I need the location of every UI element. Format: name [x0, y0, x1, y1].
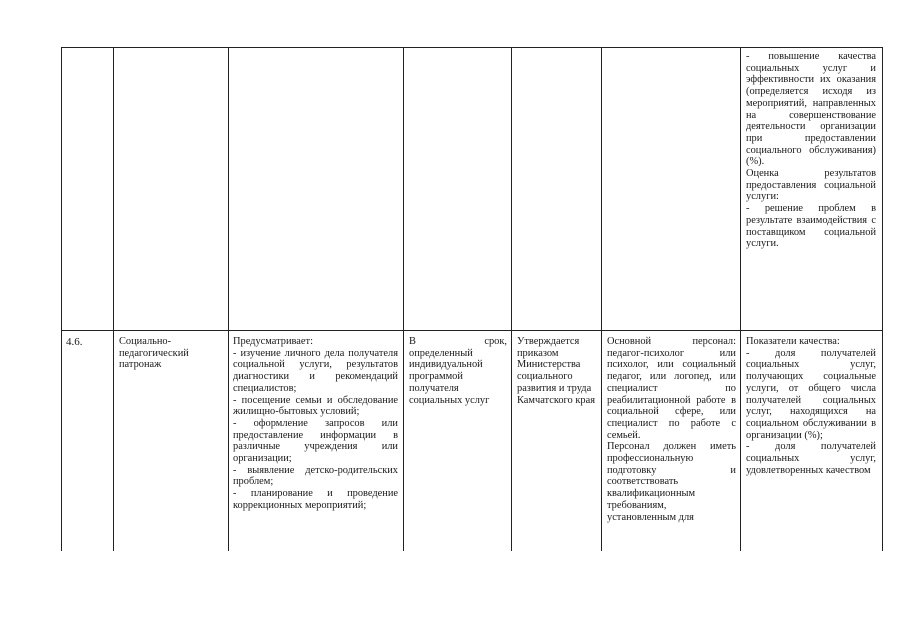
column-border — [511, 47, 512, 551]
row-divider — [61, 330, 883, 331]
column-border — [113, 47, 114, 551]
row-number: 4.6. — [66, 336, 83, 348]
column-border — [740, 47, 741, 551]
quality-indicators-continued: - повышение качества социальных услуг и эффективности их оказания (определяется исходя из мероприятий, направленных на совершенствование деятельности организации при предоставлении социального обслуживания) (%). Оценка результатов предоставления социальной услуги: - решение проблем в результате взаимодействия с поставщиком социальной услуги. — [746, 51, 876, 250]
column-border — [61, 47, 62, 551]
column-border — [403, 47, 404, 551]
service-name: Социально-педагогический патронаж — [119, 336, 189, 371]
quality-indicators: Показатели качества: - доля получателей социальных услуг, получающих социальные услуги, от общего числа получателей социальных услуг, находящихся на социальном обслуживании в организации (%); - доля получателей социальных услуг, удовлетворенных качеством — [746, 336, 876, 476]
column-border — [882, 47, 883, 551]
column-border — [601, 47, 602, 551]
service-term: В срок, определенный индивидуальной программой получателя социальных услуг — [409, 336, 507, 406]
table-top-border — [61, 47, 883, 48]
service-conditions: Основной персонал: педагог-психолог или психолог, или социальный педагог, или логопед, или специалист по реабилитационной работе в социальной сфере, или специалист по работе с семьей. Персонал должен иметь профессиональную подготовку и соответствовать квалификационным требованиям, установленным для — [607, 336, 736, 523]
column-border — [228, 47, 229, 551]
service-tariff: Утверждается приказом Министерства социального развития и труда Камчатского края — [517, 336, 595, 406]
service-description: Предусматривает: - изучение личного дела получателя социальной услуги, результатов диагностики и рекомендаций специалистов; - посещение семьи и обследование жилищно-бытовых условий; - оформление запросов или предоставление информации в различные учреждения или организации; - выявление детско-родительских проблем; - планирование и проведение коррекционных мероприятий; — [233, 336, 398, 511]
